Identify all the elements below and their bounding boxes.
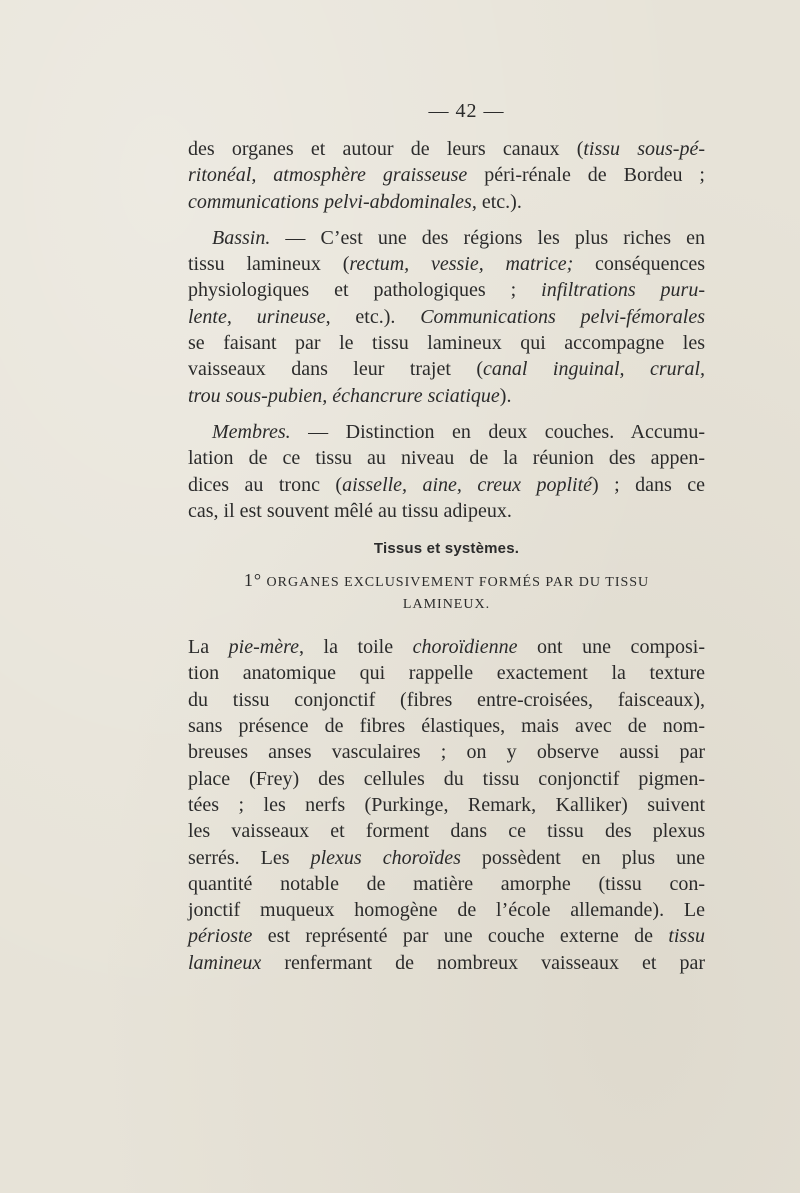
text-line: Bassin. — C’est une des régions les plus riches en: [212, 226, 705, 249]
text-line: périoste est représenté par une couche externe de tissu: [188, 925, 705, 948]
sub-heading-number: 1°: [243, 570, 263, 591]
page-number: — 42 —: [428, 100, 505, 122]
text-line: La pie-mère, la toile choroïdienne ont une composi-: [188, 636, 705, 659]
page-content: [188, 100, 705, 986]
sub-heading: [188, 569, 705, 616]
text-line: se faisant par le tissu lamineux qui accompagne les: [188, 332, 705, 355]
paragraph-membres: [188, 419, 705, 524]
text-line: communications pelvi-abdominales, etc.).: [188, 190, 522, 213]
paragraph-1: [188, 136, 705, 215]
text-line: quantité notable de matière amorphe (tissu con-: [188, 872, 705, 895]
text-line: tées ; les nerfs (Purkinge, Remark, Kalliker) suivent: [188, 793, 705, 816]
section-heading: Tissus et systèmes.: [373, 540, 520, 558]
paragraph-pie-mere: [188, 634, 705, 976]
sub-heading-line1: ORGANES EXCLUSIVEMENT FORMÉS PAR DU TISSU: [262, 575, 650, 591]
text-line: trou sous-pubien, échancrure sciatique).: [188, 384, 512, 407]
text-line: tion anatomique qui rappelle exactement la texture: [188, 662, 705, 685]
text-line: lente, urineuse, etc.). Communications pelvi-fémorales: [188, 305, 705, 328]
text-line: les vaisseaux et forment dans ce tissu des plexus: [188, 820, 705, 843]
text-line: place (Frey) des cellules du tissu conjonctif pigmen-: [188, 767, 705, 790]
text-line: serrés. Les plexus choroïdes possèdent en plus une: [188, 846, 705, 869]
text-line: jonctif muqueux homogène de l’école allemande). Le: [188, 899, 705, 922]
text-line: ritonéal, atmosphère graisseuse péri-rénale de Bordeu ;: [188, 164, 705, 187]
text-line: vaisseaux dans leur trajet (canal inguinal, crural,: [188, 358, 705, 381]
text-line: lation de ce tissu au niveau de la réunion des appen-: [188, 447, 705, 470]
text-line: dices au tronc (aisselle, aine, creux poplité) ; dans ce: [188, 473, 705, 496]
text-line: breuses anses vasculaires ; on y observe aussi par: [188, 741, 705, 764]
text-line: tissu lamineux (rectum, vessie, matrice; conséquences: [188, 253, 705, 276]
sub-heading-line2: LAMINEUX.: [402, 597, 491, 613]
text-line: du tissu conjonctif (fibres entre-croisées, faisceaux),: [188, 688, 705, 711]
text-line: des organes et autour de leurs canaux (tissu sous-pé-: [188, 138, 705, 160]
text-line: physiologiques et pathologiques ; infiltrations puru-: [188, 279, 706, 302]
text-line: cas, il est souvent mêlé au tissu adipeux.: [188, 499, 512, 522]
text-line: sans présence de fibres élastiques, mais avec de nom-: [188, 715, 705, 738]
paragraph-bassin: [188, 225, 705, 409]
text-line: Membres. — Distinction en deux couches. Accumu-: [212, 420, 705, 443]
text-line: lamineux renfermant de nombreux vaisseaux et par: [188, 951, 705, 974]
